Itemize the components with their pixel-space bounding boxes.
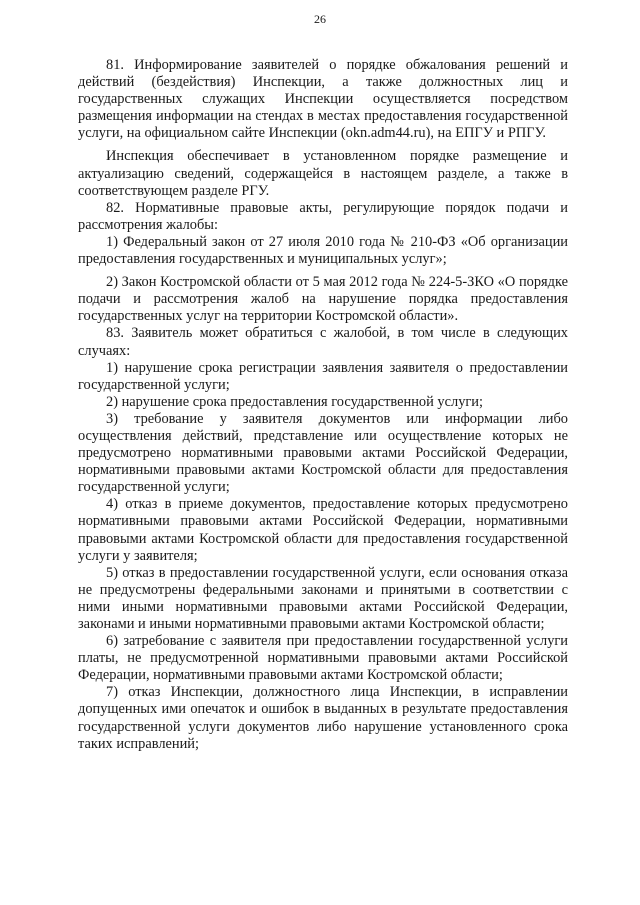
paragraph-83-item-6: 6) затребование с заявителя при предоставлении государственной услуги платы, не предусмотренной нормативными правовыми актами Российской Федерации, нормативными правовыми актами Костромской области; <box>78 633 568 684</box>
paragraph-83-item-5: 5) отказ в предоставлении государственной услуги, если основания отказа не предусмотрены федеральными законами и принятыми в соответствии с ними иными нормативными правовыми актами Российской Федерации, законами и иными нормативными правовыми актами Костромской области; <box>78 564 568 632</box>
paragraph-83: 83. Заявитель может обратиться с жалобой, в том числе в следующих случаях: <box>78 325 568 359</box>
page-number: 26 <box>314 12 326 26</box>
paragraph-82-item-1: 1) Федеральный закон от 27 июля 2010 года № 210-ФЗ «Об организации предоставления государственных и муниципальных услуг»; <box>78 233 568 268</box>
paragraph-83-item-4: 4) отказ в приеме документов, предоставление которых предусмотрено нормативными правовыми актами Российской Федерации, нормативными правовыми актами Костромской области для предоставления государственной услуги у заявителя; <box>78 496 568 564</box>
paragraph-83-item-1: 1) нарушение срока регистрации заявления заявителя о предоставлении государственной услуги; <box>78 359 568 393</box>
paragraph-82-item-2: 2) Закон Костромской области от 5 мая 2012 года № 224-5-ЗКО «О порядке подачи и рассмотрения жалоб на нарушение порядка предоставления государственных услуг на территории Костромской области». <box>78 274 568 325</box>
paragraph-81: 81. Информирование заявителей о порядке обжалования решений и действий (бездействия) Инспекции, а также должностных лиц и государственных служащих Инспекции осуществляется посредством размещения информации на стендах в местах предоставления государственной услуги, на официальном сайте Инспекции (okn.adm44.ru), на ЕПГУ и РПГУ. <box>78 57 568 142</box>
paragraph-inspection-info: Инспекция обеспечивает в установленном порядке размещение и актуализацию сведений, содержащейся в настоящем разделе, а также в соответствующем разделе РГУ. <box>78 148 568 199</box>
paragraph-83-item-2: 2) нарушение срока предоставления государственной услуги; <box>106 393 483 410</box>
paragraph-83-item-7: 7) отказ Инспекции, должностного лица Инспекции, в исправлении допущенных ими опечаток и ошибок в выданных в результате предоставления государственной услуги документов либо нарушение установленного срока таких исправлений; <box>78 684 568 752</box>
paragraph-83-item-3: 3) требование у заявителя документов или информации либо осуществления действий, представление или осуществление которых не предусмотрено нормативными правовыми актами Российской Федерации, нормативными правовыми актами Костромской области для предоставления государственной услуги; <box>78 410 568 496</box>
paragraph-82: 82. Нормативные правовые акты, регулирующие порядок подачи и рассмотрения жалобы: <box>78 199 568 233</box>
document-body <box>78 57 568 753</box>
